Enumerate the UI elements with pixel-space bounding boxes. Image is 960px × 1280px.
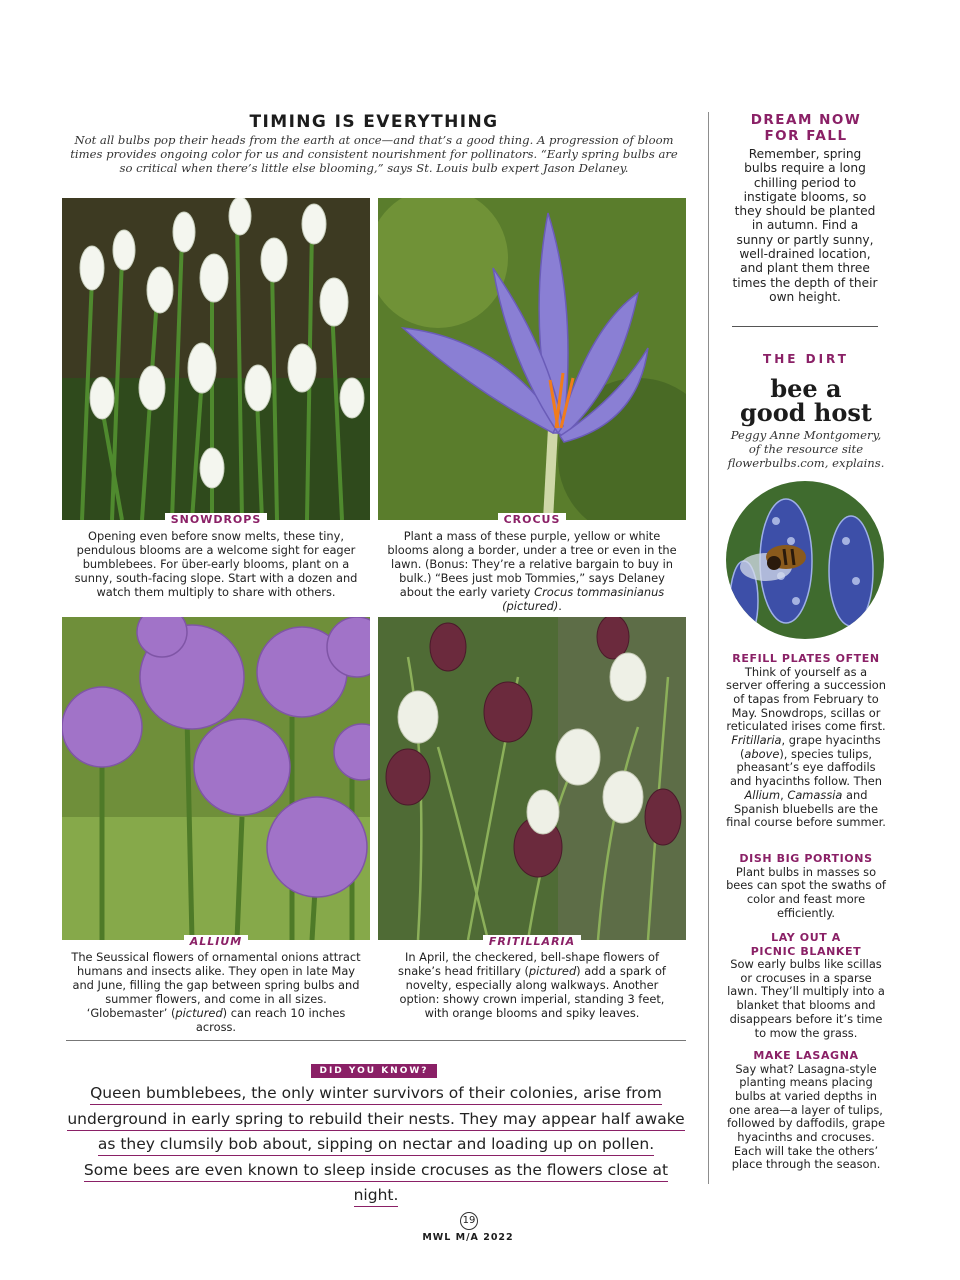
section-divider [66, 1040, 686, 1041]
dream-heading: DREAM NOW FOR FALL [750, 112, 862, 144]
did-you-know-tag: DID YOU KNOW? [311, 1064, 437, 1078]
snowdrops-caption: Opening even before snow melts, these tiny, pendulous blooms are a welcome sight for eager bumblebees. For über-early blooms, plant on a sunny, south-facing slope. Start with a dozen and watch them multiply to share with others. [74, 529, 358, 599]
snowdrops-label: SNOWDROPS [62, 513, 370, 526]
page-number: 19 [460, 1212, 478, 1230]
sidebar-headline: bee a good host [740, 374, 872, 427]
page-title: TIMING IS EVERYTHING [249, 112, 499, 132]
intro-paragraph: Not all bulbs pop their heads from the earth at once—and that’s a good thing. A progression of bloom times provides ongoing color for us and consistent nourishment for pollinators. “Early spring bulbs are so critical when there’s little else blooming,” says St. Louis bulb expert Jason Delaney. [70, 133, 678, 175]
folio: MWL M/A 2022 [422, 1232, 514, 1243]
tip-picnic-blanket: LAY OUT A PICNIC BLANKET Sow early bulbs like scillas or crocuses in a sparse lawn. They’ll multiply into a blanket that blooms and disappears before it’s time to mow the grass. [727, 931, 885, 1040]
dream-text: Remember, spring bulbs require a long chilling period to instigate blooms, so they should be planted in autumn. Find a sunny or partly sunny, well-drained location, and plant them three times the depth of their own height. [732, 147, 878, 304]
snowdrops-photo [62, 198, 370, 520]
crocus-label: CROCUS [378, 513, 686, 526]
crocus-caption: Plant a mass of these purple, yellow or white blooms along a border, under a tree or even in the lawn. (Bonus: They’re a relative bargain to buy in bulk.) “Bees just mob Tommies,” says Delaney about the early variety Crocus tommasinianus (pictured). [387, 529, 677, 613]
allium-photo [62, 617, 370, 940]
allium-caption: The Seussical flowers of ornamental onions attract humans and insects alike. They open in late May and June, filling the gap between spring bulbs and summer flowers, and come in all sizes. ‘Globemaster’ (pictured) can reach 10 inches across. [71, 950, 361, 1034]
sidebar-divider [708, 112, 709, 1184]
allium-label: ALLIUM [62, 935, 370, 948]
did-you-know-text: Queen bumblebees, the only winter survivors of their colonies, arise from underground in early spring to rebuild their nests. They may appear half awake as they clumsily bob about, sipping on nectar and loading up on pollen. Some bees are even known to sleep inside crocuses as the flowers close at night. [64, 1081, 688, 1209]
tip-dish-big-portions: DISH BIG PORTIONS Plant bulbs in masses so bees can spot the swaths of color and feast more efficiently. [726, 852, 886, 920]
fritillaria-caption: In April, the checkered, bell-shape flowers of snake’s head fritillary (pictured) add a spark of novelty, especially along walkways. Another option: showy crown imperial, standing 3 feet, with orange blooms and spiky leaves. [398, 950, 666, 1020]
fritillaria-label: FRITILLARIA [378, 935, 686, 948]
bee-photo [726, 481, 884, 639]
tip-make-lasagna: MAKE LASAGNA Say what? Lasagna-style planting means placing bulbs at varied depths in one area—a layer of tulips, followed by daffodils, grape hyacinths and crocuses. Each will take the others’ place through the season. [727, 1049, 885, 1172]
sidebar-credit: Peggy Anne Montgomery, of the resource site flowerbulbs.com, explains. [727, 428, 885, 470]
fritillaria-photo [378, 617, 686, 940]
sidebar-rule [732, 326, 878, 327]
the-dirt-kicker: THE DIRT [763, 352, 849, 366]
tip-refill-plates: REFILL PLATES OFTEN Think of yourself as a server offering a succession of tapas from February to May. Snowdrops, scillas or reticulated irises come first. Fritillaria, grape hyacinths (above), species tulips, pheasant’s eye daffodils and hyacinths follow. Then Allium, Camassia and Spanish bluebells are the final course before summer. [726, 652, 886, 830]
crocus-photo [378, 198, 686, 520]
